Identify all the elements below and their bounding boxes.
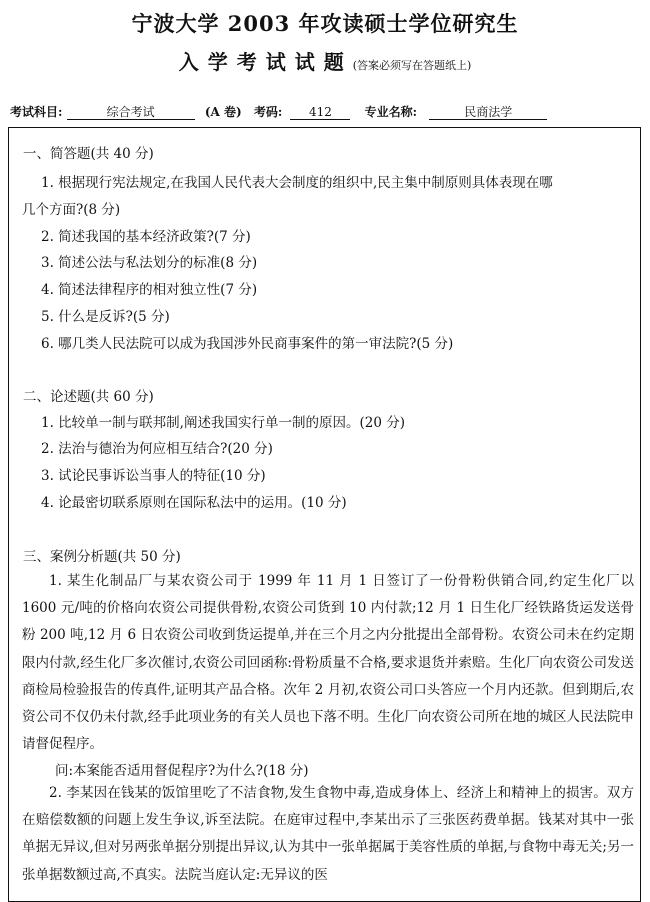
- subject-value: 综合考试: [67, 105, 195, 120]
- case-1-question: 问:本案能否适用督促程序?为什么?(18 分): [55, 763, 309, 779]
- s1-q5: 5. 什么是反诉?(5 分): [41, 309, 170, 325]
- exam-info-line: [10, 103, 640, 120]
- code-value: 412: [290, 105, 350, 120]
- s1-q1-line1: 1. 根据现行宪法规定,在我国人民代表大会制度的组织中,民主集中制原则具体表现在哪: [41, 175, 553, 191]
- exam-subtitle-main: 入学考试试题: [178, 50, 353, 74]
- s1-q3: 3. 简述公法与私法划分的标准(8 分): [41, 255, 258, 271]
- exam-title: 宁波大学 2003 年攻读硕士学位研究生: [131, 11, 519, 36]
- s2-q3: 3. 试论民事诉讼当事人的特征(10 分): [41, 468, 266, 484]
- s2-q2: 2. 法治与德治为何应相互结合?(20 分): [41, 441, 273, 457]
- s1-q2: 2. 简述我国的基本经济政策?(7 分): [41, 229, 251, 245]
- major-label: 专业名称:: [364, 105, 418, 119]
- section-2-heading: 二、论述题(共 60 分): [23, 389, 154, 405]
- major-value: 民商法学: [429, 105, 547, 120]
- code-label: 考码:: [253, 105, 283, 119]
- s2-q1: 1. 比较单一制与联邦制,阐述我国实行单一制的原因。(20 分): [41, 415, 405, 431]
- s1-q1-line2: 几个方面?(8 分): [22, 202, 121, 218]
- s1-q4: 4. 简述法律程序的相对独立性(7 分): [41, 282, 258, 298]
- case-2-text: 2. 李某因在钱某的饭馆里吃了不洁食物,发生食物中毒,造成身体上、经济上和精神上的损害。双方在赔偿数额的问题上发生争议,诉至法院。在庭审过程中,李某出示了三张医药费单据。钱某对其中一张单据无异议,但对另两张单据分别提出异议,认为其中一张单据属于美容性质的单据,与食物中毒无关;另一张单据数额过高,不真实。法院当庭认定:无异议的医: [22, 785, 634, 883]
- subject-label: 考试科目:: [10, 105, 63, 119]
- exam-subtitle-note: (答案必须写在答题纸上): [352, 59, 472, 72]
- s1-q6: 6. 哪几类人民法院可以成为我国涉外民商事案件的第一审法院?(5 分): [41, 336, 454, 352]
- section-1-heading: 一、简答题(共 40 分): [23, 146, 154, 162]
- paper-version: (A 卷): [204, 105, 242, 119]
- question-box: [8, 127, 641, 902]
- case-1-text: 1. 某生化制品厂与某农资公司于 1999 年 11 月 1 日签订了一份骨粉供销合同,约定生化厂以 1600 元/吨的价格向农资公司提供骨粉,农资公司货到 10 内付款;12 月 1 日生化厂经铁路货运发送骨粉 200 吨,12 月 6 日农资公司收到货运提单,并在三个月之内分批提出全部骨粉。农资公司未在约定期限内付款,经生化厂多次催讨,农资公司回函称:骨粉质量不合格,要求退货并索赔。生化厂向农资公司发送商检局检验报告的传真件,证明其产品合格。次年 2 月初,农资公司口头答应一个月内还款。但到期后,农资公司不仅仍未付款,经手此项业务的有关人员也下落不明。生化厂向农资公司所在地的城区人民法院申请督促程序。: [22, 573, 634, 753]
- s2-q4: 4. 论最密切联系原则在国际私法中的运用。(10 分): [41, 495, 347, 511]
- exam-subtitle: [0, 46, 650, 75]
- section-3-heading: 三、案例分析题(共 50 分): [23, 549, 181, 565]
